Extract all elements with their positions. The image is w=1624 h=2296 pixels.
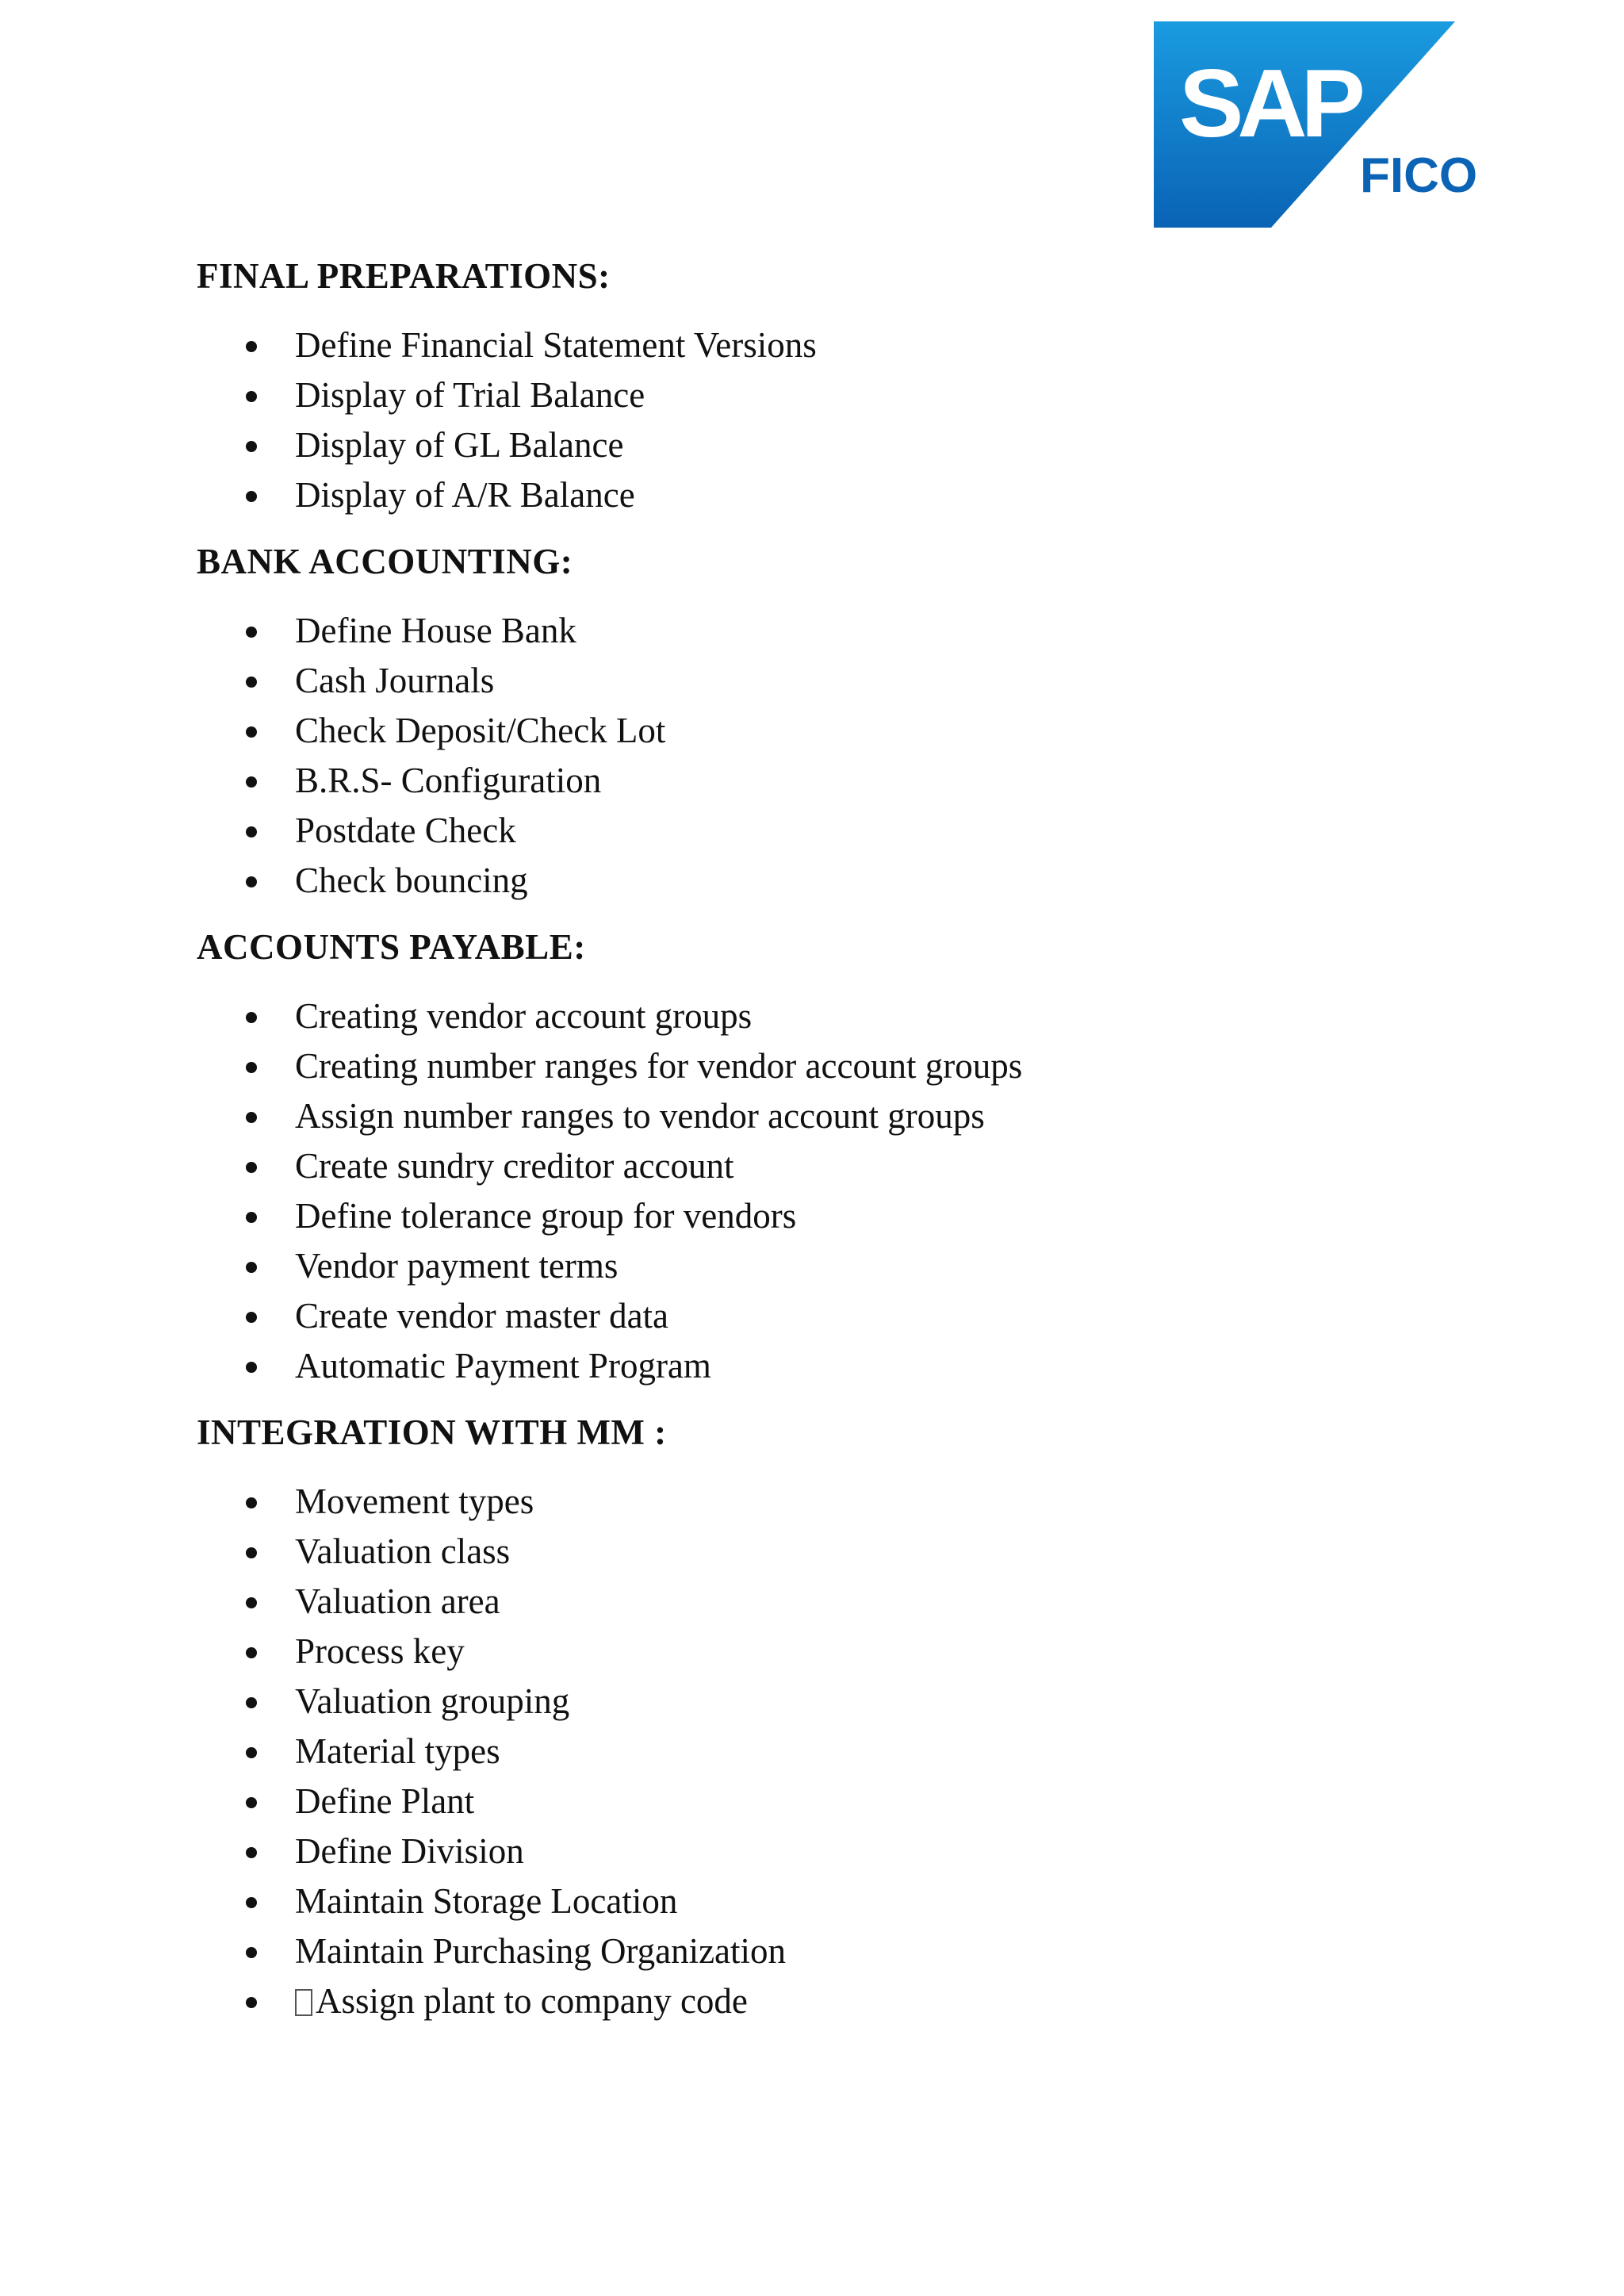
list-item — [197, 370, 1465, 420]
list-item — [197, 1527, 1465, 1577]
logo-product-text: FICO — [1360, 148, 1478, 203]
bullet-icon — [246, 1162, 257, 1173]
bullet-icon — [246, 776, 257, 788]
list-item-text: Assign number ranges to vendor account groups — [295, 1096, 985, 1136]
list-item — [197, 1291, 1465, 1341]
list-item-text: Display of GL Balance — [295, 425, 624, 465]
list-item-text: Check Deposit/Check Lot — [295, 711, 666, 750]
list-item — [197, 1477, 1465, 1527]
logo-brand-text: SAP — [1179, 49, 1359, 157]
bullet-icon — [246, 1262, 257, 1273]
list-item-text: Check bouncing — [295, 861, 528, 900]
list-item-text: Define tolerance group for vendors — [295, 1196, 797, 1236]
bullet-icon — [246, 1897, 257, 1908]
section-heading: BANK ACCOUNTING: — [197, 542, 573, 581]
bullet-icon — [246, 1497, 257, 1508]
bullet-icon — [246, 1012, 257, 1023]
list-item-text: Display of Trial Balance — [295, 375, 645, 415]
bullet-icon — [246, 1547, 257, 1558]
list-item — [197, 1091, 1465, 1141]
bullet-icon — [246, 1062, 257, 1073]
list-item — [197, 470, 1465, 520]
bullet-icon — [246, 1697, 257, 1708]
list-item-text: Define Financial Statement Versions — [295, 325, 817, 365]
bullet-icon — [246, 1747, 257, 1758]
bullet-icon — [246, 677, 257, 688]
list-item-text: Valuation grouping — [295, 1681, 570, 1721]
bullet-icon — [246, 726, 257, 738]
list-item-text: Define House Bank — [295, 611, 576, 650]
bullet-icon — [246, 1212, 257, 1223]
list-item — [197, 1826, 1465, 1876]
sections-container — [197, 252, 1465, 2026]
bullet-icon — [246, 1847, 257, 1858]
bullet-list — [197, 1477, 1465, 2026]
list-item — [197, 856, 1465, 906]
list-item — [197, 1777, 1465, 1826]
bullet-icon — [246, 341, 257, 352]
list-item-text: Automatic Payment Program — [295, 1346, 711, 1386]
bullet-icon — [246, 1647, 257, 1658]
list-item — [197, 420, 1465, 470]
bullet-icon — [246, 1312, 257, 1323]
bullet-icon — [246, 1597, 257, 1608]
bullet-icon — [246, 491, 257, 502]
list-item — [197, 1041, 1465, 1091]
bullet-icon — [246, 391, 257, 402]
bullet-list — [197, 606, 1465, 906]
missing-glyph-icon — [295, 1989, 312, 2016]
list-item — [197, 806, 1465, 856]
bullet-icon — [246, 627, 257, 638]
section-heading: FINAL PREPARATIONS: — [197, 256, 611, 296]
list-item-text: Valuation area — [295, 1581, 500, 1621]
bullet-icon — [246, 1997, 257, 2008]
list-item — [197, 1141, 1465, 1191]
list-item-text: Define Division — [295, 1831, 524, 1871]
bullet-icon — [246, 1112, 257, 1123]
list-item — [197, 320, 1465, 370]
list-item — [197, 1241, 1465, 1291]
list-item — [197, 1627, 1465, 1677]
list-item — [197, 656, 1465, 706]
list-item-text: Maintain Storage Location — [295, 1881, 678, 1921]
list-item — [197, 991, 1465, 1041]
list-item-text: Movement types — [295, 1481, 534, 1521]
list-item-text: Valuation class — [295, 1531, 511, 1571]
list-item-text: Assign plant to company code — [316, 1981, 748, 2021]
bullet-icon — [246, 1797, 257, 1808]
bullet-icon — [246, 876, 257, 887]
sap-fico-logo — [1154, 21, 1495, 228]
list-item — [197, 1876, 1465, 1926]
list-item — [197, 1976, 1465, 2026]
list-item-text: Material types — [295, 1731, 500, 1771]
list-item-text: Cash Journals — [295, 661, 495, 700]
list-item — [197, 706, 1465, 756]
list-item — [197, 756, 1465, 806]
list-item-text: Maintain Purchasing Organization — [295, 1931, 787, 1971]
list-item — [197, 1727, 1465, 1777]
document-body — [197, 252, 1465, 2044]
list-item — [197, 606, 1465, 656]
bullet-list — [197, 320, 1465, 520]
list-item-text: Create sundry creditor account — [295, 1146, 734, 1186]
bullet-icon — [246, 441, 257, 452]
sap-fico-logo-graphic — [1154, 21, 1495, 228]
list-item-text: Vendor payment terms — [295, 1246, 619, 1286]
list-item — [197, 1341, 1465, 1391]
bullet-icon — [246, 826, 257, 838]
bullet-list — [197, 991, 1465, 1391]
list-item-text: B.R.S- Configuration — [295, 761, 602, 800]
list-item-text: Display of A/R Balance — [295, 475, 635, 515]
list-item-text: Define Plant — [295, 1781, 475, 1821]
list-item-text: Creating vendor account groups — [295, 996, 753, 1036]
bullet-icon — [246, 1947, 257, 1958]
bullet-icon — [246, 1362, 257, 1373]
list-item-text: Process key — [295, 1631, 465, 1671]
list-item — [197, 1677, 1465, 1727]
section-heading: ACCOUNTS PAYABLE: — [197, 927, 586, 967]
list-item — [197, 1577, 1465, 1627]
section-heading: INTEGRATION WITH MM : — [197, 1412, 667, 1452]
list-item-text: Create vendor master data — [295, 1296, 669, 1336]
list-item-text: Creating number ranges for vendor account groups — [295, 1046, 1023, 1086]
list-item-text: Postdate Check — [295, 811, 516, 850]
list-item — [197, 1191, 1465, 1241]
list-item — [197, 1926, 1465, 1976]
